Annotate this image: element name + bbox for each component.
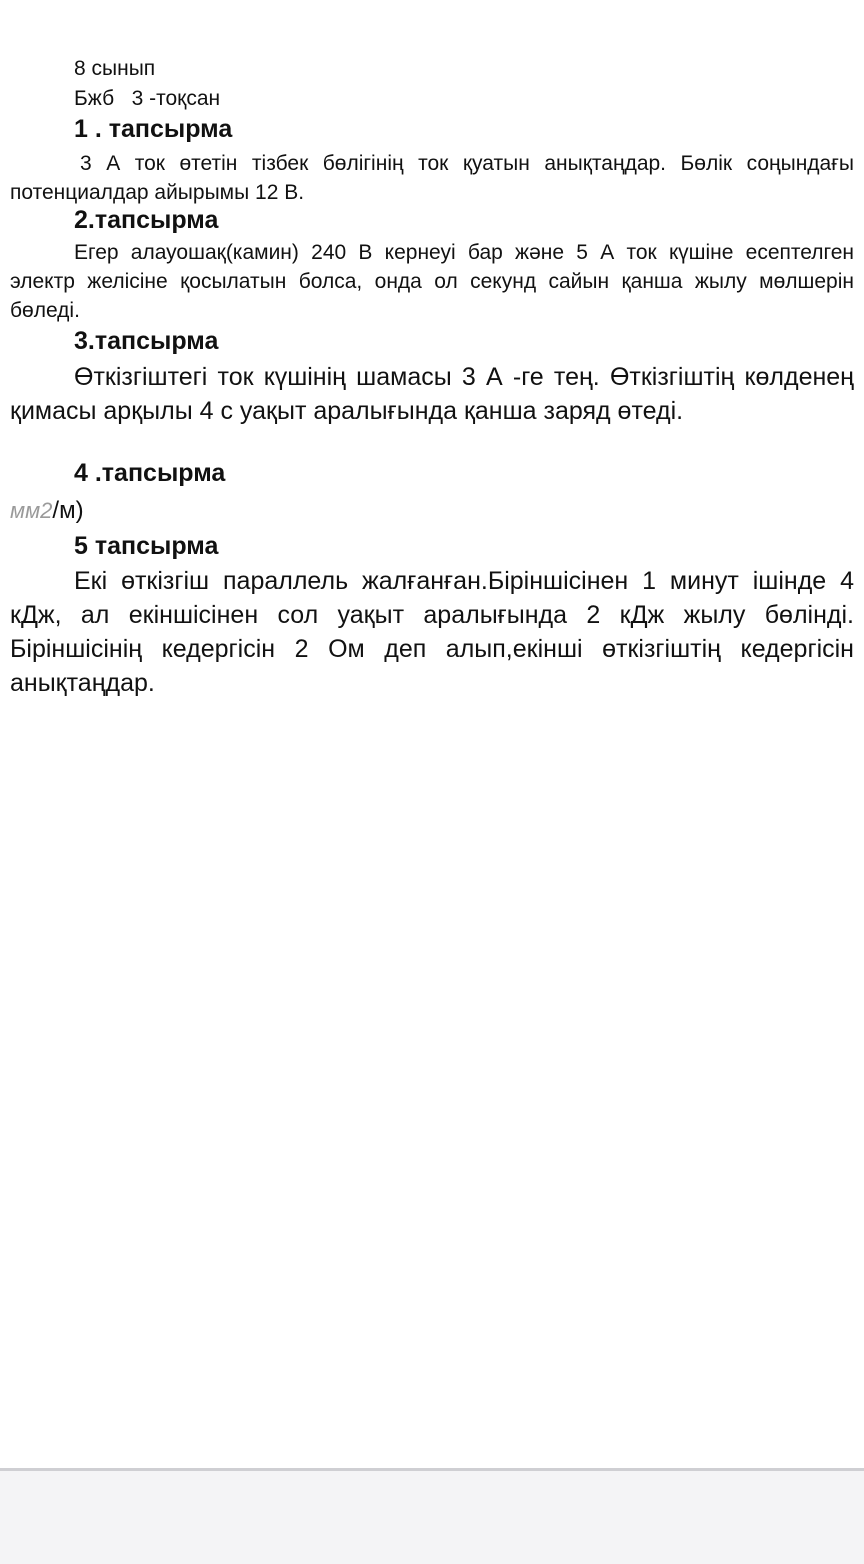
task-2-title: 2.тапсырма [74, 206, 219, 234]
task-2-text: Егер алауошақ(камин) 240 В кернеуі бар және 5 А ток күшіне есептелген электр желісіне қосылатын болса, онда ол секунд сайын қанша жылу мөлшерін бөледі. [10, 241, 854, 322]
task-5-title: 5 тапсырма [74, 532, 219, 560]
task-3-text: Өткізгіштегі ток күшінің шамасы 3 А -ге тең. Өткізгіштің көлденең қимасы арқылы 4 с уақыт аралығында қанша заряд өтеді. [10, 363, 854, 425]
assessment-label: Бжб 3 -тоқсан [74, 87, 221, 110]
task-5-text: Екі өткізгіш параллель жалғанған.Біріншісінен 1 минут ішінде 4 кДж, ал екіншісінен сол уақыт аралығында 2 кДж жылу бөлінді. Біріншісінің кедергісін 2 Ом деп алып,екінші өткізгіштің кедергісін анықтаңдар. [10, 567, 854, 697]
task-1-text: 3 А ток өтетін тізбек бөлігінің ток қуатын анықтаңдар. Бөлік соңындағы потенциалдар айырымы 12 В. [10, 152, 854, 204]
task-3-title: 3.тапсырма [74, 327, 219, 355]
task-4-title: 4 .тапсырма [74, 459, 226, 487]
bottom-bar [0, 1468, 864, 1564]
task-4-fragment-rest: /м) [52, 497, 84, 524]
task-4-fragment [10, 497, 84, 525]
task-4-fragment-unit: мм2 [10, 498, 53, 523]
grade-label: 8 сынып [74, 57, 156, 80]
task-1-title: 1 . тапсырма [74, 115, 233, 143]
